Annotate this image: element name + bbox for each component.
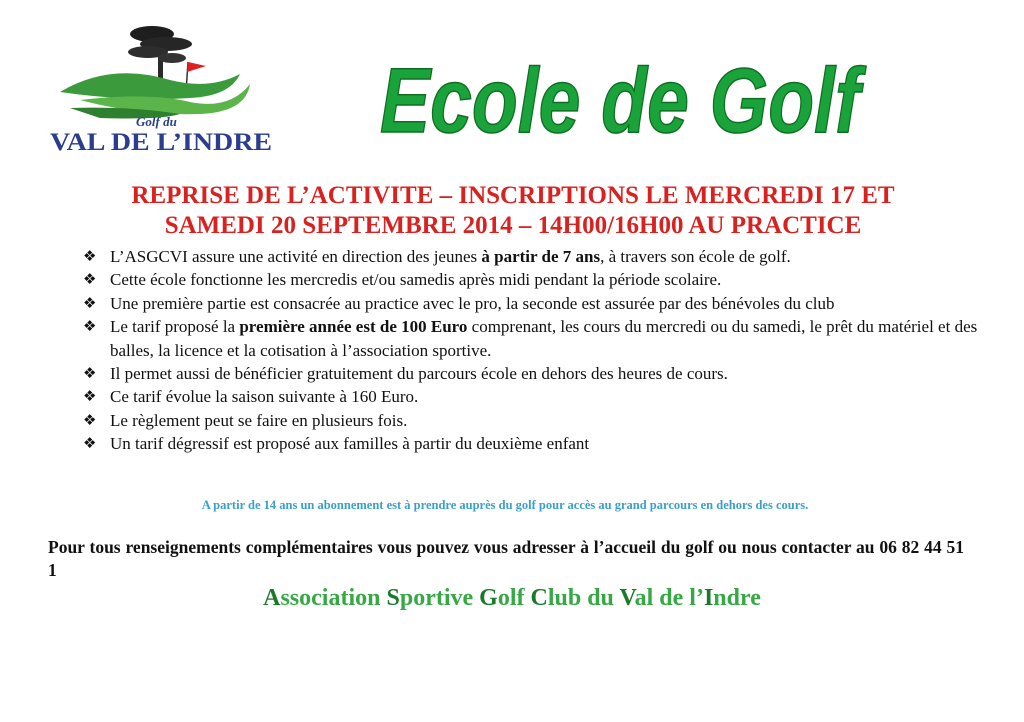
bullet-diamond-icon: ❖	[83, 434, 97, 453]
bullet-diamond-icon: ❖	[83, 317, 97, 336]
bullet-diamond-icon: ❖	[83, 364, 97, 383]
bullet-diamond-icon: ❖	[83, 387, 97, 406]
list-item: ❖ Le tarif proposé la première année est de 100 Euro comprenant, les cours du mercredi ou du samedi, le prêt du matériel et des balles, la licence et la cotisation à l’association sportive.	[83, 317, 978, 360]
list-item: ❖ L’ASGCVI assure une activité en direction des jeunes à partir de 7 ans, à travers son école de golf.	[84, 245, 984, 268]
contact-paragraph: Pour tous renseignements complémentaires vous pouvez vous adresser à l’accueil du golf ou nous contacter au 06 82 44 51 1	[48, 537, 964, 580]
bullet-diamond-icon: ❖	[83, 293, 97, 312]
list-item: ❖ Une première partie est consacrée au practice avec le pro, la seconde est assurée par des bénévoles du club	[84, 292, 984, 315]
association-name: Association Sportive Golf Club du Val de l’Indre	[263, 585, 761, 611]
age-note: A partir de 14 ans un abonnement est à prendre auprès du golf pour accès au grand parcours en dehors des cours.	[201, 498, 809, 512]
heading-line2: SAMEDI 20 SEPTEMBRE 2014 – 14H00/16H00 AU PRACTICE	[164, 212, 862, 239]
list-item: ❖ Un tarif dégressif est proposé aux familles à partir du deuxième enfant	[84, 432, 984, 455]
list-item: ❖ Cette école fonctionne les mercredis et/ou samedis après midi pendant la période scolaire.	[84, 268, 984, 291]
bullet-diamond-icon: ❖	[83, 410, 97, 429]
list-item: ❖ Ce tarif évolue la saison suivante à 160 Euro.	[84, 385, 984, 408]
logo-line1: Golf du	[136, 114, 177, 129]
logo-line2: VAL DE L’INDRE	[50, 129, 272, 156]
page-title: Ecole de Golf	[380, 50, 867, 152]
title-block	[376, 44, 876, 152]
info-list	[84, 245, 984, 456]
heading-line1: REPRISE DE L’ACTIVITE – INSCRIPTIONS LE MERCREDI 17 ET	[131, 182, 895, 209]
list-item: ❖ Le règlement peut se faire en plusieurs fois.	[84, 409, 984, 432]
list-item: ❖ Il permet aussi de bénéficier gratuitement du parcours école en dehors des heures de cours.	[84, 362, 984, 385]
bullet-diamond-icon: ❖	[83, 270, 97, 289]
golf-logo-graphic	[40, 22, 286, 160]
announcement-heading	[40, 181, 986, 241]
golf-logo	[40, 22, 286, 160]
bullet-diamond-icon: ❖	[83, 247, 97, 265]
